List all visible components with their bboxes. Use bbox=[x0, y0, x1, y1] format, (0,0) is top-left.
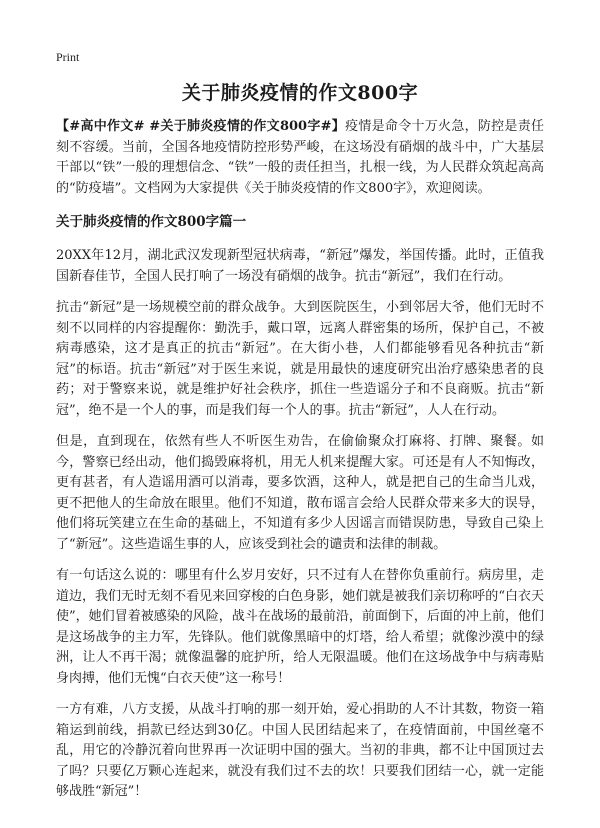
body-paragraph-4: 有一句话这么说的：哪里有什么岁月安好，只不过有人在替你负重前行。病房里，走道边，我们无时无刻不看见来回穿梭的白色身影，她们就是被我们亲切称呼的“白衣天使”，她们冒着被感染的风险，战斗在战场的最前沿，前面倒下，后面的冲上前，他们是这场战争的主力军，先锋队。他们就像黑暗中的灯塔，给人希望；就像沙漠中的绿洲，让人不再干渴；就像温馨的庇护所，给人无限温暖。他们在这场战争中与病毒贴身肉搏，他们无愧“白衣天使”这一称号！ bbox=[56, 568, 544, 686]
intro-tag: 【#高中作文# #关于肺炎疫情的作文800字#】 bbox=[56, 119, 346, 134]
body-paragraph-3: 但是，直到现在，依然有些人不听医生劝告，在偷偷聚众打麻将、打牌、聚餐。如今，警察已经出动，他们捣毁麻将机，用无人机来提醒大家。可还是有人不知悔改，更有甚者，有人造谣用酒可以消毒，要多饮酒，这种人，就是把自己的生命当儿戏，更不把他人的生命放在眼里。他们不知道，散布谣言会给人民群众带来多大的误导，他们将玩笑建立在生命的基础上，不知道有多少人因谣言而错误防患，导致自己染上了“新冠”。这些造谣生事的人，应该受到社会的谴责和法律的制裁。 bbox=[56, 434, 544, 552]
print-link[interactable]: Print bbox=[56, 50, 80, 64]
body-paragraph-1: 20XX年12月，湖北武汉发现新型冠状病毒，“新冠”爆发，举国传播。此时，正值我国新春佳节，全国人民打响了一场没有硝烟的战争。抗击“新冠”，我们在行动。 bbox=[56, 248, 544, 284]
body-paragraph-2: 抗击“新冠”是一场规模空前的群众战争。大到医院医生，小到邻居大爷，他们无时不刻不以同样的内容提醒你：勤洗手，戴口罩，远离人群密集的场所，保护自己，不被病毒感染，这才是真正的抗击“新冠”。在大街小巷，人们都能够看见各种抗击“新冠”的标语。抗击“新冠”对于医生来说，就是用最快的速度研究出治疗感染患者的良药；对于警察来说，就是维护好社会秩序，抓住一些造谣分子和不良商贩。抗击“新冠”，绝不是一个人的事，而是我们每一个人的事。抗击“新冠”，人人在行动。 bbox=[56, 300, 544, 418]
intro-text: 疫情是命令十万火急，防控是责任刻不容缓。当前，全国各地疫情防控形势严峻，在这场没有硝烟的战斗中，广大基层干部以“铁”一般的理想信念、“铁”一般的责任担当，扎根一线，为人民群众筑起高高的“防疫墙”。文档网为大家提供《关于肺炎疫情的作文800字》，欢迎阅读。 bbox=[56, 119, 544, 196]
intro-paragraph bbox=[56, 117, 544, 199]
document-title: 关于肺炎疫情的作文800字 bbox=[181, 82, 419, 104]
body-paragraph-5: 一方有难，八方支援，从战斗打响的那一刻开始，爱心捐助的人不计其数，物资一箱箱运到前线，捐款已经达到30亿。中国人民团结起来了，在疫情面前，中国丝毫不乱，用它的冷静沉着向世界再一次证明中国的强大。当初的非典，都不让中国顶过去了吗？只要亿万颗心连起来，就没有我们过不去的坎！只要我们团结一心，就一定能够战胜“新冠”！ bbox=[56, 702, 544, 799]
section-heading: 关于肺炎疫情的作文800字篇一 bbox=[56, 214, 247, 230]
